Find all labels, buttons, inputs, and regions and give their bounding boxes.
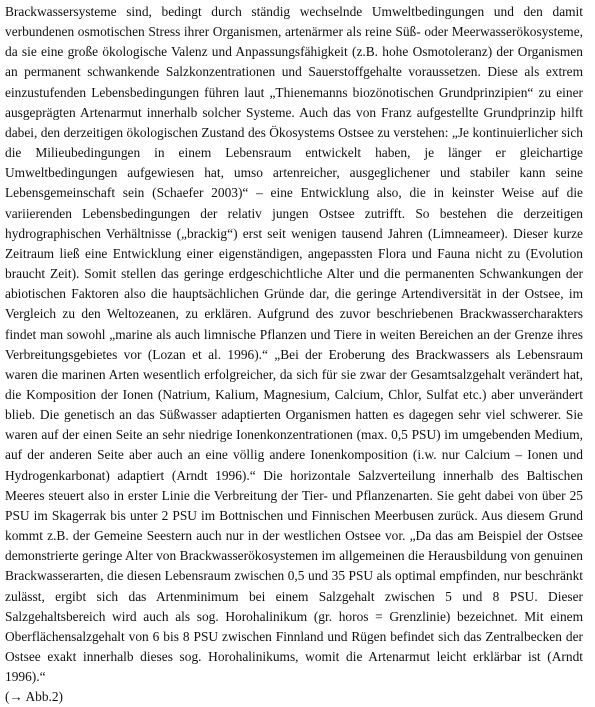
body-paragraph: Brackwassersysteme sind, bedingt durch ständig wechselnde Umweltbedingungen und den damit verbundenen osmotischen Stress ihrer Organismen, artenärmer als reine Süß- oder Meerwasserökosysteme, da sie eine große ökologische Valenz und Anpassungsfähigkeit (z.B. hohe Osmotoleranz) der Organismen an permanent schwankende Salzkonzentrationen und Sauerstoffgehalte voraussetzen. Diese als extrem einzustufenden Lebensbedingungen führen laut „Thienemanns biozönotischen Grundprinzipien“ zu einer ausgeprägten Artenarmut innerhalb solcher Systeme. Auch das von Franz aufgestellte Grundprinzip hilft dabei, den derzeitigen ökologischen Zustand des Ökosystems Ostsee zu verstehen: „Je kontinuierlicher sich die Milieubedingungen in einem Lebensraum entwickelt haben, je länger er gleichartige Umweltbedingungen aufgewiesen hat, umso artenreicher, ausgeglichener und stabiler kann seine Lebensgemeinschaft sein (Schaefer 2003)“ – eine Entwicklung also, die in keinster Weise auf die variierenden Lebensbedingungen der relativ jungen Ostsee zutrifft. So bestehen die derzeitigen hydrographischen Verhältnisse („brackig“) erst seit wenigen tausend Jahren (Limneameer). Dieser kurze Zeitraum ließ eine Entwicklung einer eigenständigen, angepassten Flora und Fauna nicht zu (Evolution braucht Zeit). Somit stellen das geringe erdgeschichtliche Alter und die permanenten Schwankungen der abiotischen Faktoren also die hauptsächlichen Gründe dar, die geringe Artendiversität in der Ostsee, im Vergleich zu den Weltozeanen, zu erklären. Aufgrund des zuvor beschriebenen Brackwassercharakters findet man sowohl „marine als auch limnische Pflanzen und Tiere in weiten Bereichen an der Grenze ihres Verbreitungsgebietes vor (Lozan et al. 1996).“ „Bei der Eroberung des Brackwassers als Lebensraum waren die marinen Arten wesentlich erfolgreicher, da sich für sie zwar der Gesamtsalzgehalt verändert hat, die Komposition der Ionen (Natrium, Kalium, Magnesium, Calcium, Chlor, Sulfat etc.) aber unverändert blieb. Die genetisch an das Süßwasser adaptierten Organismen hatten es dagegen sehr viel schwerer. Sie waren auf der einen Seite an sehr niedrige Ionenkonzentrationen (max. 0,5 PSU) im umgebenden Medium, auf der anderen Seite aber auch an eine völlig andere Ionenkomposition (i.w. nur Calcium – Ionen und Hydrogenkarbonat) adaptiert (Arndt 1996).“ Die horizontale Salzverteilung innerhalb des Baltischen Meeres steuert also in erster Linie die Verbreitung der Tier- und Pflanzenarten. Sie geht dabei von über 25 PSU im Skagerrak bis unter 2 PSU im Bottnischen und Finnischen Meerbusen zurück. Aus diesem Grund kommt z.B. der Gemeine Seestern auch nur in der westlichen Ostsee vor. „Da das am Beispiel der Ostsee demonstrierte geringe Alter von Brackwasserökosystemen im allgemeinen die Herausbildung von genuinen Brackwasserarten, die diesen Lebensraum zwischen 0,5 und 35 PSU als optimal empfinden, nur beschränkt zulässt, ergibt sich das Artenminimum bei einem Salzgehalt zwischen 5 und 8 PSU. Dieser Salzgehaltsbereich wird auch als sog. Horohalinikum (gr. horos = Grenzlinie) bezeichnet. Mit einem Oberflächensalzgehalt von 6 bis 8 PSU zwischen Finnland und Rügen befindet sich das Zentralbecken der Ostsee exakt innerhalb dieses sog. Horohalinikums, womit die Artenarmut leicht erklärbar ist (Arndt 1996).“ — [5, 4, 583, 685]
document-page — [5, 2, 583, 705]
figure-reference: (→ Abb.2) — [5, 689, 64, 705]
